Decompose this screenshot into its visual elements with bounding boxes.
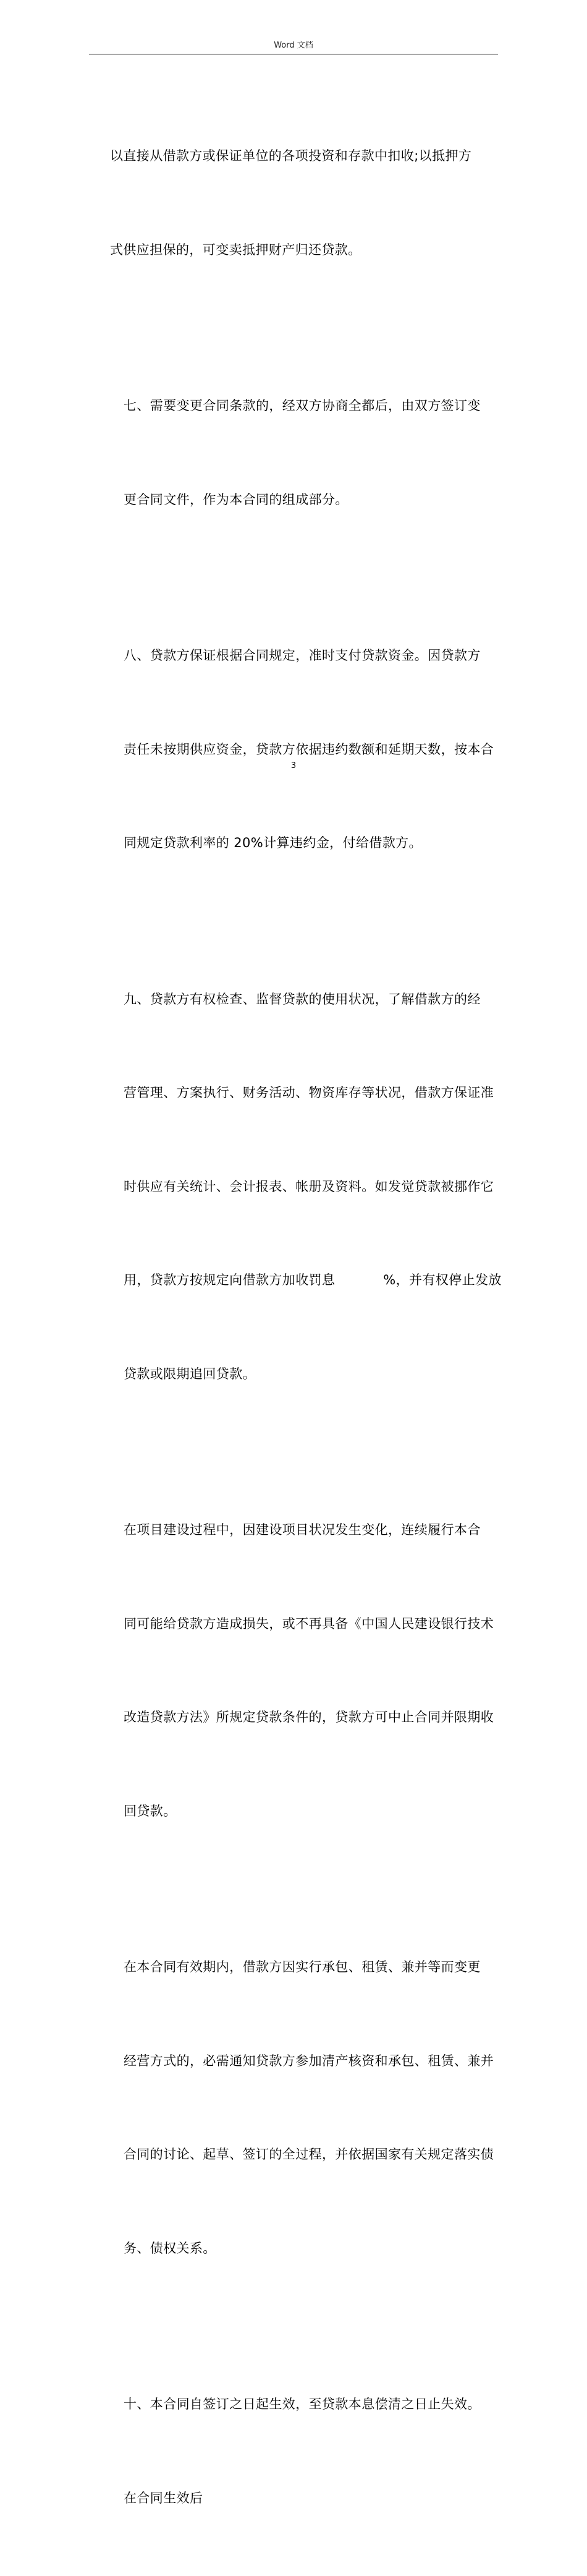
text-line: 同可能给贷款方造成损失，或不再具备《中国人民建设银行技术	[124, 1616, 494, 1631]
paragraph-clause-10	[110, 2326, 505, 2576]
text-line: 时供应有关统计、会计报表、帐册及资料。如发觉贷款被挪作它	[124, 1179, 494, 1194]
text-line: 在本合同有效期内，借款方因实行承包、租赁、兼并等而变更	[124, 1960, 481, 1974]
document-body	[110, 78, 505, 2576]
text-line: 用，贷款方按规定向借款方加收罚息 %，并有权停止发放	[124, 1273, 502, 1287]
text-line: 改造贷款方法》所规定贷款条件的，贷款方可中止合同并限期收	[124, 1710, 494, 1725]
paragraph-clause-8	[110, 578, 505, 921]
text-line: 在合同生效后	[124, 2490, 203, 2506]
paragraph-1	[110, 78, 505, 328]
text-line: 务、债权关系。	[124, 2240, 216, 2256]
text-line: 八、贷款方保证根据合同规定，准时支付贷款资金。因贷款方	[124, 648, 481, 663]
paragraph-clause-7	[110, 328, 505, 578]
text-line: 合同的讨论、起草、签订的全过程，并依据国家有关规定落实债	[124, 2147, 494, 2162]
text-line: 七、需要变更合同条款的，经双方协商全都后，由双方签订变	[124, 398, 481, 413]
text-line: 贷款或限期追回贷款。	[124, 1366, 256, 1381]
text-line: 以直接从借款方或保证单位的各项投资和存款中扣收;以抵押方	[110, 148, 472, 163]
text-line: 回贷款。	[124, 1803, 177, 1819]
paragraph-business-change	[110, 1889, 505, 2326]
text-line: 在项目建设过程中，因建设项目状况发生变化，连续履行本合	[124, 1522, 481, 1537]
text-line: 十、本合同自签订之日起生效，至贷款本息偿清之日止失效。	[124, 2397, 481, 2412]
page-number: 3	[290, 761, 297, 770]
text-line: 式供应担保的，可变卖抵押财产归还贷款。	[110, 242, 361, 257]
paragraph-clause-9	[110, 921, 505, 1452]
text-line: 营管理、方案执行、财务活动、物资库存等状况，借款方保证准	[124, 1085, 494, 1100]
text-line: 责任未按期供应资金，贷款方依据违约数额和延期天数，按本合	[124, 741, 494, 757]
paragraph-project-change	[110, 1452, 505, 1889]
text-line: 同规定贷款利率的 20%计算违约金，付给借款方。	[124, 835, 422, 850]
text-line: 九、贷款方有权检查、监督贷款的使用状况，了解借款方的经	[124, 991, 481, 1007]
text-line: 经营方式的，必需通知贷款方参加清产核资和承包、租赁、兼并	[124, 2053, 494, 2068]
page-header: Word 文档	[274, 41, 313, 50]
text-line: 更合同文件，作为本合同的组成部分。	[124, 492, 348, 507]
